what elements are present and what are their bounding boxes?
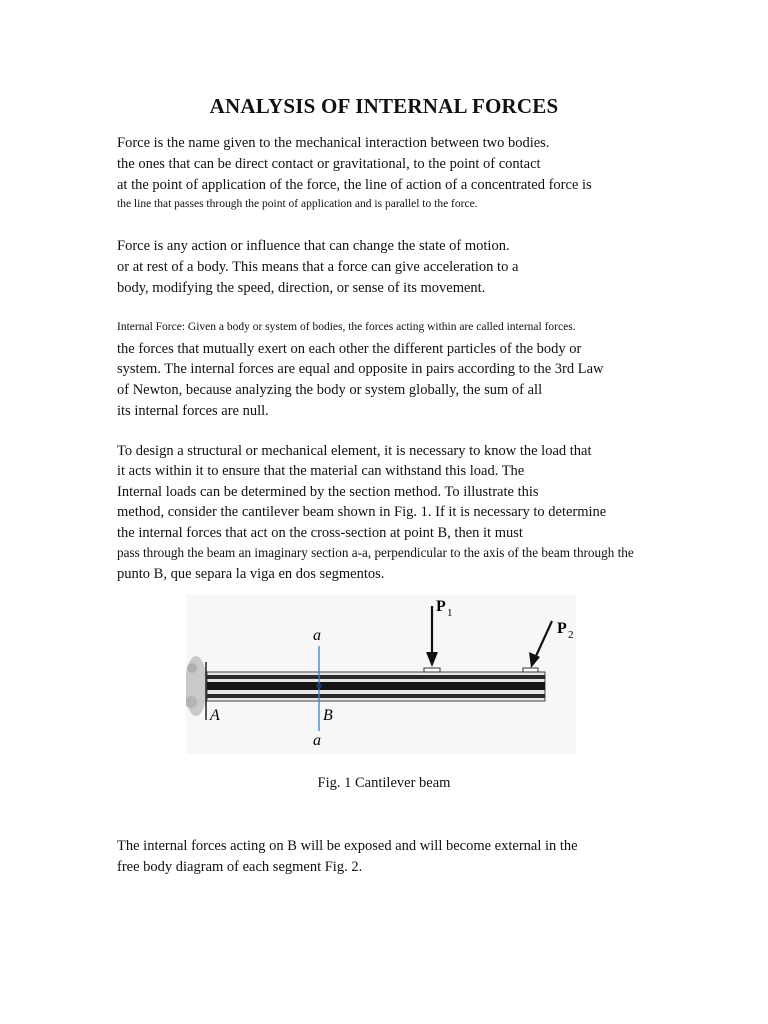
load-1-plate <box>424 668 440 672</box>
paragraph-2-line-3: body, modifying the speed, direction, or sense of its movement. <box>117 280 486 296</box>
load-2-label: P <box>557 620 567 637</box>
load-1-label: P <box>436 598 446 615</box>
paragraph-4-line-4: method, consider the cantilever beam shown in Fig. 1. If it is necessary to determine <box>117 504 607 520</box>
paragraph-4-line-5: the internal forces that act on the cross-section at point B, then it must <box>117 525 523 541</box>
point-label-b: B <box>323 707 333 724</box>
beam-web <box>207 682 545 690</box>
paragraph-3-line-4: of Newton, because analyzing the body or system globally, the sum of all <box>117 382 543 398</box>
section-label-top: a <box>313 627 321 644</box>
load-2-plate <box>523 668 538 672</box>
paragraph-3-line-2: the forces that mutually exert on each other the different particles of the body or <box>117 341 582 357</box>
paragraph-5-line-2: free body diagram of each segment Fig. 2. <box>117 859 363 875</box>
paragraph-2-line-2: or at rest of a body. This means that a force can give acceleration to a <box>117 259 519 275</box>
load-1-subscript: 1 <box>447 607 453 619</box>
wall-texture <box>187 663 197 673</box>
paragraph-2-line-1: Force is any action or influence that can change the state of motion. <box>117 238 510 254</box>
beam-top-flange <box>207 675 545 679</box>
paragraph-4-line-7: punto B, que separa la viga en dos segmentos. <box>117 566 385 582</box>
paragraph-4-line-3: Internal loads can be determined by the section method. To illustrate this <box>117 484 539 500</box>
document-title: ANALYSIS OF INTERNAL FORCES <box>209 94 559 118</box>
point-b-marker <box>316 683 321 688</box>
paragraph-3-line-3: system. The internal forces are equal and opposite in pairs according to the 3rd Law <box>117 361 604 377</box>
paragraph-4-line-2: it acts within it to ensure that the material can withstand this load. The <box>117 463 525 479</box>
paragraph-1-line-2: the ones that can be direct contact or gravitational, to the point of contact <box>117 156 541 172</box>
paragraph-1-line-3: at the point of application of the force, the line of action of a concentrated force is <box>117 177 592 193</box>
paragraph-3-line-5: its internal forces are null. <box>117 403 269 419</box>
paragraph-5-line-1: The internal forces acting on B will be exposed and will become external in the <box>117 838 578 854</box>
paragraph-1-line-4: the line that passes through the point of application and is parallel to the force. <box>117 198 478 210</box>
paragraph-4-line-1: To design a structural or mechanical element, it is necessary to know the load that <box>117 443 592 459</box>
section-label-bottom: a <box>313 732 321 749</box>
load-2-subscript: 2 <box>568 629 574 641</box>
support-label-a: A <box>210 707 220 724</box>
paragraph-1-line-1: Force is the name given to the mechanical interaction between two bodies. <box>117 135 550 151</box>
cantilever-beam-figure <box>186 594 576 754</box>
paragraph-4-line-6: pass through the beam an imaginary section a-a, perpendicular to the axis of the beam through the <box>117 545 634 560</box>
paragraph-3-line-1: Internal Force: Given a body or system of bodies, the forces acting within are called internal forces. <box>117 321 576 333</box>
figure-caption: Fig. 1 Cantilever beam <box>317 775 451 791</box>
beam-bottom-flange <box>207 694 545 698</box>
